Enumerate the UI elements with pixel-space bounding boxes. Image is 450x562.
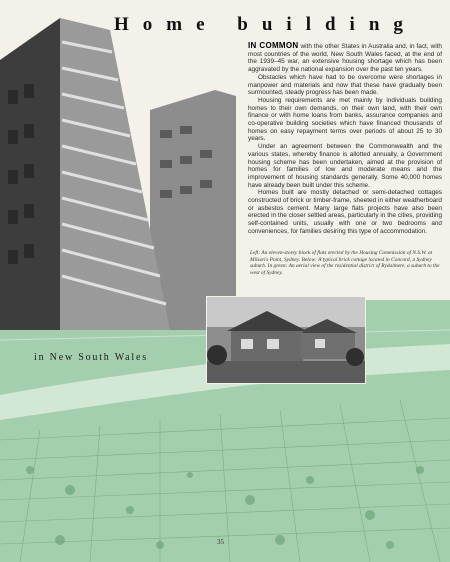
- photo-caption: Left: An eleven-storey block of flats erected by the Housing Commission of N.S.W. at Milson's Point, Sydney. Below: A typical brick cottage located in Concord, a Sydney suburb. In green: An aerial view of the residential district of Rydalmere, a suburb to the west of Sydney.: [250, 250, 440, 276]
- brick-cottage-photo: [206, 296, 366, 384]
- paragraph-1-text: with the other States in Australia and, in fact, with most countries of the world, New South Wales faced, at the end of the 1939–45 war, an extensive housing shortage which has been aggravated by the national expansion over the past ten years.: [248, 43, 442, 74]
- building-illustration: [0, 0, 236, 330]
- lead-in: IN COMMON: [248, 41, 299, 50]
- paragraph-3: Housing requirements are met mainly by individuals building homes to their own demands, on their own land, with their own finance or with home loans from banks, assurance companies and co-operative building societies which have financed thousands of homes on easy repayment terms over periods of about 25 to 30 years.: [248, 96, 442, 143]
- article-body: [248, 42, 442, 236]
- paragraph-1: [248, 42, 442, 74]
- page-number: 35: [217, 538, 224, 546]
- page-title: Home building: [114, 14, 417, 35]
- cottage-illustration: [207, 297, 365, 383]
- page-subtitle: in New South Wales: [34, 352, 148, 363]
- flats-building-photo: [0, 0, 236, 330]
- paragraph-5: Homes built are mostly detached or semi-detached cottages constructed of brick or timber-frame, sheeted in either weatherboard or asbestos cement. Many large flats projects have also been erected in the closer settled areas, particularly in the cities, providing self-contained units, usually with one or two bedrooms and conveniences, for families desiring this type of accommodation.: [248, 189, 442, 235]
- paragraph-2: Obstacles which have had to be overcome were shortages in manpower and materials and now that these have gradually been surmounted, steady progress has been made.: [248, 73, 442, 97]
- paragraph-4: Under an agreement between the Commonwealth and the various states, whereby finance is allotted annually, a Government housing scheme has been undertaken, aimed at the provision of homes for families of low and moderate means and the improvement of housing standards generally. Some 40,000 homes have already been built under this scheme.: [248, 143, 442, 189]
